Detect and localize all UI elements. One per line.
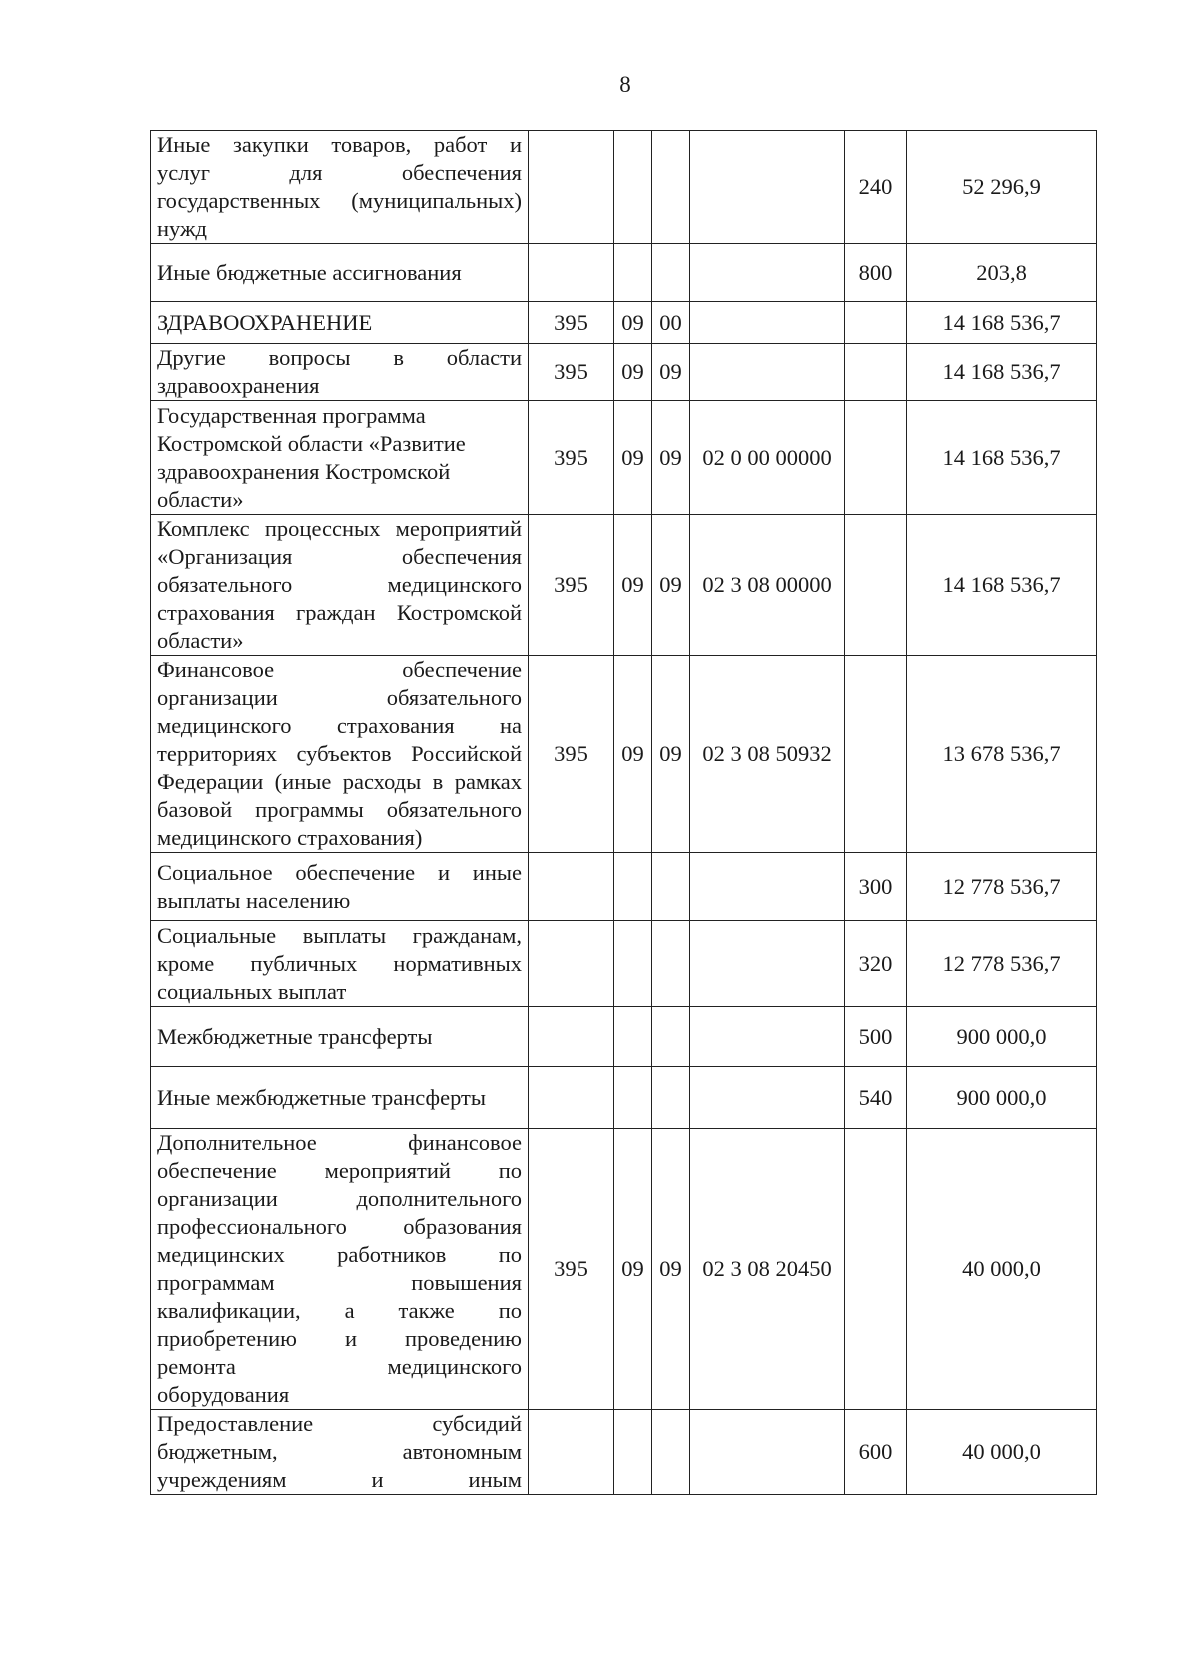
- cell-name-line: обеспечение мероприятий по: [157, 1158, 522, 1183]
- cell-target-article: 02 3 08 20450: [690, 1129, 845, 1410]
- cell-ved: 395: [529, 302, 614, 344]
- cell-name-line: программам повышения: [157, 1270, 522, 1295]
- cell-name-line: Социальные выплаты гражданам,: [157, 922, 522, 948]
- cell-name: [151, 1007, 529, 1067]
- cell-ved: 395: [529, 656, 614, 853]
- cell-name-line: Иные бюджетные ассигнования: [157, 259, 462, 285]
- cell-subsection: [652, 1410, 690, 1495]
- cell-section: 09: [614, 515, 652, 656]
- table-row: [151, 656, 1097, 853]
- cell-ved: 395: [529, 515, 614, 656]
- cell-name-line: Социальное обеспечение и иные: [157, 859, 522, 885]
- cell-expense-type: [845, 1129, 907, 1410]
- cell-section: [614, 131, 652, 244]
- cell-name-line: Другие вопросы в области: [157, 345, 522, 370]
- cell-name-line: Финансовое обеспечение: [157, 657, 522, 682]
- cell-name-line: квалификации, а также по: [157, 1298, 522, 1323]
- cell-name-line: территориях субъектов Российской: [157, 741, 522, 766]
- cell-name-line: учреждениям и иным: [157, 1467, 522, 1492]
- cell-name-line: Предоставление субсидий: [157, 1411, 522, 1436]
- cell-ved: 395: [529, 401, 614, 515]
- cell-name: [151, 1129, 529, 1410]
- cell-subsection: 09: [652, 656, 690, 853]
- cell-target-article: [690, 131, 845, 244]
- cell-section: [614, 853, 652, 921]
- cell-name-line: ремонта медицинского: [157, 1354, 522, 1379]
- table-row: [151, 244, 1097, 302]
- cell-amount: 40 000,0: [907, 1410, 1097, 1495]
- cell-target-article: [690, 1410, 845, 1495]
- cell-section: [614, 921, 652, 1007]
- cell-name-line: профессионального образования: [157, 1214, 522, 1239]
- cell-name-line: страхования граждан Костромской: [157, 600, 522, 625]
- cell-subsection: [652, 1007, 690, 1067]
- cell-target-article: [690, 921, 845, 1007]
- table-row: [151, 344, 1097, 401]
- cell-subsection: [652, 244, 690, 302]
- cell-section: 09: [614, 401, 652, 515]
- table-row: [151, 1410, 1097, 1495]
- cell-name-line: оборудования: [157, 1382, 290, 1407]
- cell-name-line: кроме публичных нормативных: [157, 950, 522, 976]
- cell-name-line: медицинских работников по: [157, 1242, 522, 1267]
- cell-name-line: Государственная программа Костромской области «Развитие здравоохранения Костромской области»: [157, 402, 466, 512]
- cell-ved: [529, 244, 614, 302]
- cell-target-article: [690, 1067, 845, 1129]
- cell-amount: 203,8: [907, 244, 1097, 302]
- cell-section: [614, 1410, 652, 1495]
- cell-expense-type: 600: [845, 1410, 907, 1495]
- cell-amount: 14 168 536,7: [907, 302, 1097, 344]
- cell-name-line: Иные межбюджетные трансферты: [157, 1084, 487, 1110]
- cell-name-line: приобретению и проведению: [157, 1326, 522, 1351]
- cell-section: [614, 1067, 652, 1129]
- cell-ved: [529, 1067, 614, 1129]
- cell-subsection: 09: [652, 1129, 690, 1410]
- cell-name-line: базовой программы обязательного: [157, 797, 522, 822]
- cell-amount: 900 000,0: [907, 1007, 1097, 1067]
- cell-name-line: государственных (муниципальных): [157, 188, 522, 213]
- table-row: [151, 1129, 1097, 1410]
- cell-name-line: Иные закупки товаров, работ и: [157, 132, 522, 157]
- cell-name: [151, 401, 529, 515]
- cell-name-line: организации обязательного: [157, 685, 522, 710]
- cell-name: [151, 344, 529, 401]
- cell-expense-type: [845, 401, 907, 515]
- cell-name-line: Межбюджетные трансферты: [157, 1023, 433, 1049]
- cell-name-line: Дополнительное финансовое: [157, 1130, 522, 1155]
- cell-name-line: области»: [157, 628, 244, 653]
- cell-subsection: [652, 853, 690, 921]
- cell-name-line: социальных выплат: [157, 978, 347, 1004]
- cell-expense-type: [845, 344, 907, 401]
- cell-expense-type: [845, 515, 907, 656]
- cell-section: [614, 1007, 652, 1067]
- cell-name: [151, 853, 529, 921]
- table-row: [151, 401, 1097, 515]
- cell-name: [151, 515, 529, 656]
- cell-expense-type: 540: [845, 1067, 907, 1129]
- cell-amount: 900 000,0: [907, 1067, 1097, 1129]
- cell-name: [151, 244, 529, 302]
- cell-name-line: «Организация обеспечения: [157, 544, 522, 569]
- table-row: [151, 1007, 1097, 1067]
- cell-target-article: 02 0 00 00000: [690, 401, 845, 515]
- cell-target-article: [690, 853, 845, 921]
- cell-amount: 40 000,0: [907, 1129, 1097, 1410]
- cell-name: [151, 302, 529, 344]
- table-row: [151, 921, 1097, 1007]
- cell-subsection: [652, 1067, 690, 1129]
- cell-target-article: [690, 1007, 845, 1067]
- cell-name-line: обязательного медицинского: [157, 572, 522, 597]
- table-row: [151, 515, 1097, 656]
- cell-subsection: [652, 921, 690, 1007]
- cell-name: [151, 1410, 529, 1495]
- cell-amount: 13 678 536,7: [907, 656, 1097, 853]
- cell-name-line: Комплекс процессных мероприятий: [157, 516, 522, 541]
- table-row: [151, 302, 1097, 344]
- cell-expense-type: 240: [845, 131, 907, 244]
- cell-ved: [529, 1007, 614, 1067]
- cell-name-line: здравоохранения: [157, 373, 320, 398]
- cell-amount: 12 778 536,7: [907, 853, 1097, 921]
- cell-name-line: организации дополнительного: [157, 1186, 522, 1211]
- cell-target-article: [690, 344, 845, 401]
- cell-ved: [529, 1410, 614, 1495]
- cell-target-article: 02 3 08 50932: [690, 656, 845, 853]
- cell-subsection: 09: [652, 344, 690, 401]
- cell-amount: 52 296,9: [907, 131, 1097, 244]
- cell-name-line: нужд: [157, 216, 207, 241]
- cell-name: [151, 656, 529, 853]
- table-body: [151, 131, 1097, 1495]
- cell-subsection: [652, 131, 690, 244]
- table-row: [151, 1067, 1097, 1129]
- cell-name-line: медицинского страхования): [157, 825, 423, 850]
- cell-section: [614, 244, 652, 302]
- cell-expense-type: [845, 302, 907, 344]
- budget-table: [150, 130, 1097, 1495]
- table-row: [151, 853, 1097, 921]
- cell-expense-type: 300: [845, 853, 907, 921]
- cell-expense-type: 320: [845, 921, 907, 1007]
- page-number: 8: [619, 72, 631, 97]
- cell-section: 09: [614, 656, 652, 853]
- cell-section: 09: [614, 1129, 652, 1410]
- cell-ved: 395: [529, 1129, 614, 1410]
- cell-expense-type: 500: [845, 1007, 907, 1067]
- cell-name-line: Федерации (иные расходы в рамках: [157, 769, 522, 794]
- table-row: [151, 131, 1097, 244]
- cell-subsection: 09: [652, 515, 690, 656]
- cell-section: 09: [614, 344, 652, 401]
- cell-subsection: 09: [652, 401, 690, 515]
- cell-target-article: 02 3 08 00000: [690, 515, 845, 656]
- cell-name-line: ЗДРАВООХРАНЕНИЕ: [157, 309, 373, 335]
- cell-name: [151, 131, 529, 244]
- cell-name: [151, 921, 529, 1007]
- cell-ved: [529, 853, 614, 921]
- cell-target-article: [690, 302, 845, 344]
- cell-amount: 14 168 536,7: [907, 344, 1097, 401]
- cell-name-line: медицинского страхования на: [157, 713, 522, 738]
- cell-ved: 395: [529, 344, 614, 401]
- cell-name-line: бюджетным, автономным: [157, 1439, 522, 1464]
- cell-section: 09: [614, 302, 652, 344]
- cell-ved: [529, 921, 614, 1007]
- cell-expense-type: 800: [845, 244, 907, 302]
- cell-name: [151, 1067, 529, 1129]
- cell-amount: 12 778 536,7: [907, 921, 1097, 1007]
- cell-subsection: 00: [652, 302, 690, 344]
- cell-expense-type: [845, 656, 907, 853]
- cell-ved: [529, 131, 614, 244]
- cell-amount: 14 168 536,7: [907, 401, 1097, 515]
- cell-amount: 14 168 536,7: [907, 515, 1097, 656]
- cell-name-line: выплаты населению: [157, 887, 351, 913]
- cell-target-article: [690, 244, 845, 302]
- cell-name-line: услуг для обеспечения: [157, 160, 522, 185]
